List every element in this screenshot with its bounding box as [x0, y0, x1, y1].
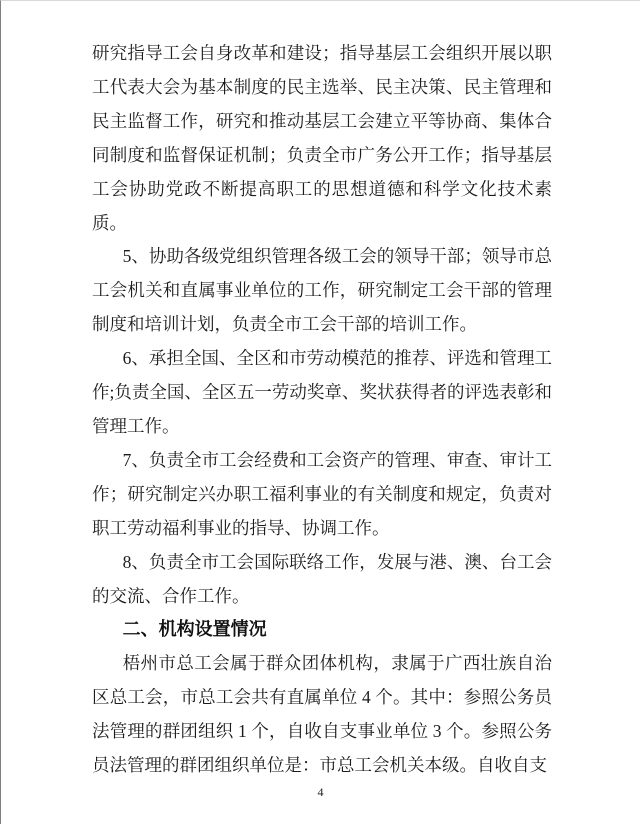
paragraph-item-5: 5、协助各级党组织管理各级工会的领导干部；领导市总工会机关和直属事业单位的工作，研究制定工会干部的管理制度和培训计划，负责全市工会干部的培训工作。 — [92, 246, 552, 335]
paragraph-item-6: 6、承担全国、全区和市劳动模范的推荐、评选和管理工作;负责全国、全区五一劳动奖章、奖状获得者的评选表彰和管理工作。 — [92, 348, 552, 436]
section-heading: 二、机构设置情况 — [122, 619, 267, 640]
paragraph-item-8: 8、负责全市工会国际联络工作，发展与港、澳、台工会的交流、合作工作。 — [92, 551, 552, 606]
text-block — [92, 37, 552, 783]
page-number: 4 — [317, 785, 324, 799]
paragraph-item-7: 7、负责全市工会经费和工会资产的管理、审查、审计工作；研究制定兴办职工福利事业的有关制度和规定，负责对职工劳动福利事业的指导、协调工作。 — [92, 449, 552, 538]
paragraph-continuation: 研究指导工会自身改革和建设；指导基层工会组织开展以职工代表大会为基本制度的民主选举、民主决策、民主管理和民主监督工作，研究和推动基层工会建立平等协商、集体合同制度和监督保证机制；负责全市广务公开工作；指导基层工会协助党政不断提高职工的思想道德和科学文化技术素质。 — [92, 43, 552, 233]
paragraph-org-setup: 梧州市总工会属于群众团体机构，隶属于广西壮族自治区总工会，市总工会共有直属单位 4 个。其中：参照公务员法管理的群团组织 1 个，自收自支事业单位 3 个。参照公务员法管理的群团组织单位是：市总工会机关本级。自收自支 — [92, 653, 552, 776]
